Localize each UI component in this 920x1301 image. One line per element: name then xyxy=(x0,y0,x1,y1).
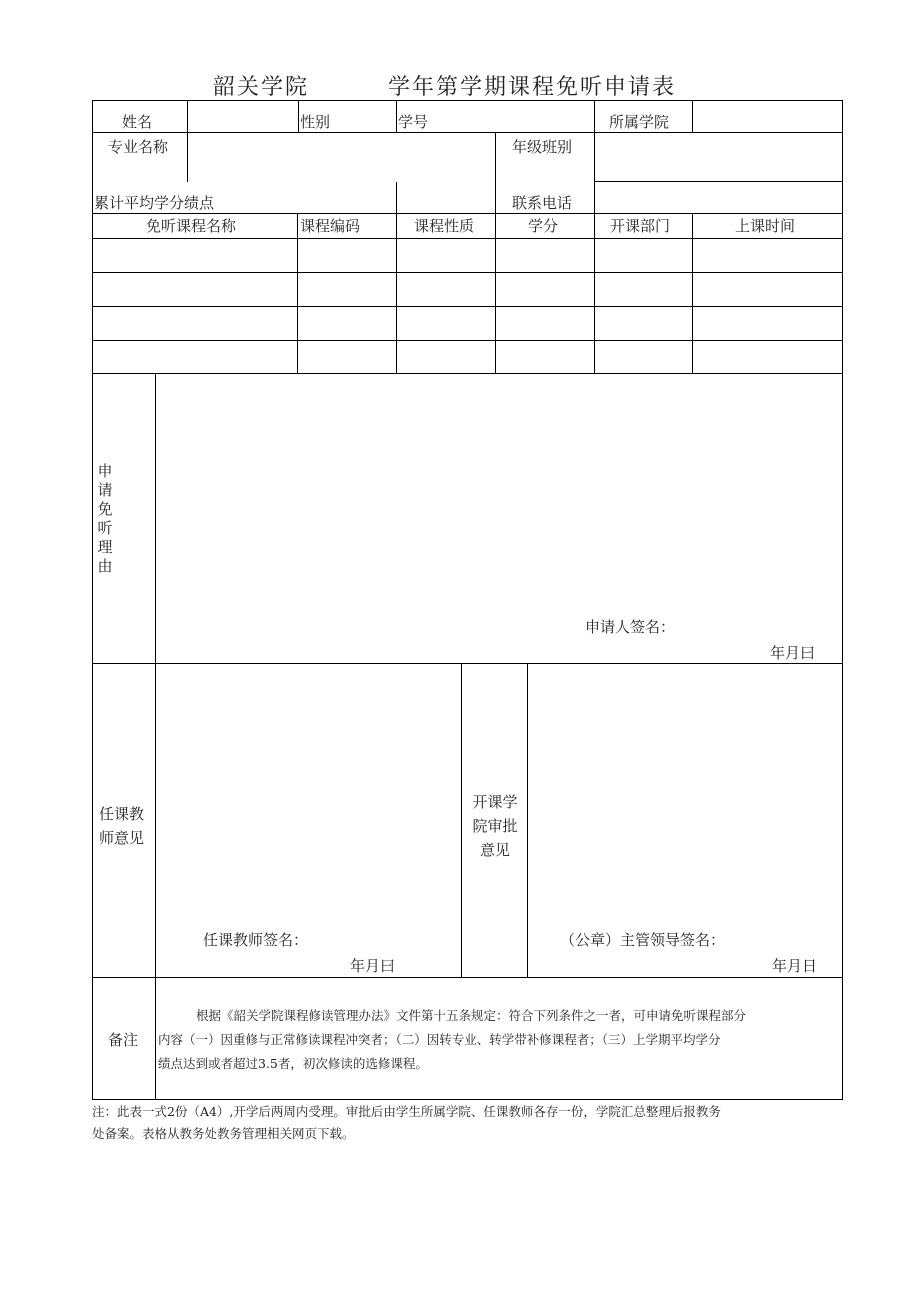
teacher-signature: 任课教师签名： xyxy=(203,931,309,949)
remarks-label: 备注 xyxy=(108,1031,139,1049)
footnote-line-1: 注：此表一式2份（A4）,开学后两周内受理。审批后由学生所属学院、任课教师各存一份，学院汇总整理后报教务 xyxy=(92,1104,721,1119)
label-college: 所属学院 xyxy=(609,113,670,131)
title-rest: 学年第学期课程免听申请表 xyxy=(388,75,677,100)
label-gpa: 累计平均学分绩点 xyxy=(94,194,215,212)
leader-signature: （公章）主管领导签名： xyxy=(560,931,726,949)
applicant-signature: 申请人签名： xyxy=(585,618,676,636)
reason-label: 申请免听理由 xyxy=(97,462,113,575)
applicant-date: 年月曰 xyxy=(770,644,816,662)
leader-date: 年月日 xyxy=(772,957,818,975)
label-grade-class: 年级班别 xyxy=(512,138,573,156)
header-course-name: 免听课程名称 xyxy=(146,217,237,235)
label-gender: 性别 xyxy=(300,113,331,131)
footnote-line-2: 处备案。表格从教务处教务管理相关网页下载。 xyxy=(92,1126,355,1141)
label-phone: 联系电话 xyxy=(512,194,573,212)
label-name: 姓名 xyxy=(122,113,153,131)
title-school: 韶关学院 xyxy=(213,75,310,100)
header-class-time: 上课时间 xyxy=(735,217,796,235)
label-student-id: 学号 xyxy=(398,113,429,131)
form-title xyxy=(0,70,920,102)
remarks-line-3: 绩点达到或者超过3.5者，初次修读的选修课程。 xyxy=(158,1056,428,1071)
teacher-opinion-label: 任课教师意见 xyxy=(99,805,145,847)
remarks-line-1: 根据《韶关学院课程修读管理办法》文件第十五条规定：符合下列条件之一者，可申请免听课程部分 xyxy=(196,1008,747,1023)
college-approval-label: 开课学院审批意见 xyxy=(472,793,518,859)
header-course-code: 课程编码 xyxy=(300,217,361,235)
label-major: 专业名称 xyxy=(108,138,169,156)
header-credits: 学分 xyxy=(528,217,559,235)
header-course-type: 课程性质 xyxy=(414,217,475,235)
header-department: 开课部门 xyxy=(610,217,671,235)
remarks-line-2: 内容（一）因重修与正常修读课程冲突者；（二）因转专业、转学带补修课程者；（三）上学期平均学分 xyxy=(158,1032,721,1047)
teacher-date: 年月曰 xyxy=(350,957,396,975)
